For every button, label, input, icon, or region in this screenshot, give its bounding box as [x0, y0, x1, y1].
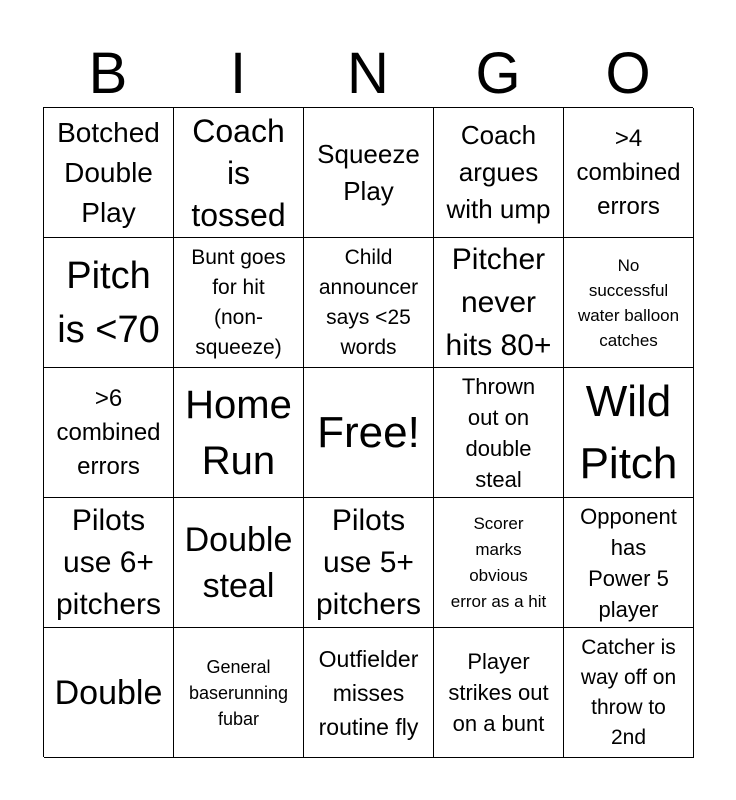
bingo-cell[interactable]	[174, 238, 304, 368]
bingo-cell[interactable]	[434, 368, 564, 498]
bingo-cell[interactable]	[44, 108, 174, 238]
bingo-cell[interactable]	[44, 498, 174, 628]
bingo-cell[interactable]	[174, 108, 304, 238]
bingo-cell[interactable]	[174, 498, 304, 628]
bingo-cell[interactable]	[434, 628, 564, 758]
bingo-cell-text: Player strikes out on a bunt	[448, 649, 549, 736]
bingo-cell-text: Catcher is way off on throw to 2nd	[580, 635, 677, 749]
bingo-cell[interactable]	[304, 368, 434, 498]
bingo-cell[interactable]	[564, 498, 694, 628]
bingo-cell[interactable]	[304, 108, 434, 238]
bingo-cell-text: Double	[54, 673, 163, 712]
bingo-cell[interactable]	[44, 238, 174, 368]
bingo-cell-text: Outfielder misses routine fly	[318, 645, 419, 740]
bingo-cell-text: >6 combined errors	[56, 384, 161, 480]
bingo-cell-text: General baserunning fubar	[188, 656, 289, 729]
bingo-cell[interactable]	[304, 628, 434, 758]
bingo-cell-text: Double steal	[184, 520, 293, 605]
bingo-header	[43, 40, 693, 108]
bingo-cell-text: Wild Pitch	[579, 376, 678, 488]
bingo-cell[interactable]	[434, 238, 564, 368]
header-letter-i: I	[229, 41, 247, 106]
bingo-cell[interactable]	[44, 368, 174, 498]
bingo-cell-text: Pitch is <70	[57, 254, 160, 351]
bingo-cell-text: Scorer marks obvious error as a hit	[450, 513, 547, 611]
bingo-cell[interactable]	[434, 498, 564, 628]
header-letter-n: N	[347, 41, 389, 106]
bingo-cell-text: Thrown out on double steal	[461, 373, 536, 492]
bingo-cell[interactable]	[434, 108, 564, 238]
bingo-cell-text: Coach argues with ump	[446, 120, 551, 224]
bingo-cell-text: No successful water balloon catches	[577, 255, 680, 350]
bingo-cell[interactable]	[564, 628, 694, 758]
bingo-cell-text: Free!	[317, 407, 420, 457]
bingo-cell-text: Squeeze Play	[317, 138, 420, 206]
bingo-cell[interactable]	[304, 238, 434, 368]
header-letter-g: G	[475, 41, 521, 106]
bingo-cell[interactable]	[174, 628, 304, 758]
header-letter-b: B	[88, 41, 128, 106]
bingo-cell-text: Pitcher never hits 80+	[445, 243, 552, 362]
bingo-cell-text: Child announcer says <25 words	[318, 245, 419, 359]
bingo-cell[interactable]	[564, 238, 694, 368]
bingo-cell[interactable]	[174, 368, 304, 498]
bingo-cell-text: Opponent has Power 5 player	[580, 503, 677, 622]
bingo-cell-text: Pilots use 5+ pitchers	[315, 503, 422, 621]
bingo-cell-text: Bunt goes for hit (non- squeeze)	[191, 245, 286, 359]
bingo-cell-text: Coach is tossed	[191, 112, 286, 233]
header-letter-o: O	[605, 41, 651, 106]
bingo-cell[interactable]	[564, 108, 694, 238]
bingo-cell-text: Botched Double Play	[57, 116, 160, 228]
bingo-cell[interactable]	[564, 368, 694, 498]
bingo-cell[interactable]	[304, 498, 434, 628]
bingo-cell-text: >4 combined errors	[576, 124, 681, 220]
bingo-grid	[43, 107, 693, 757]
bingo-cell-text: Pilots use 6+ pitchers	[55, 503, 162, 621]
bingo-cell-text: Home Run	[185, 382, 292, 483]
bingo-cell[interactable]	[44, 628, 174, 758]
